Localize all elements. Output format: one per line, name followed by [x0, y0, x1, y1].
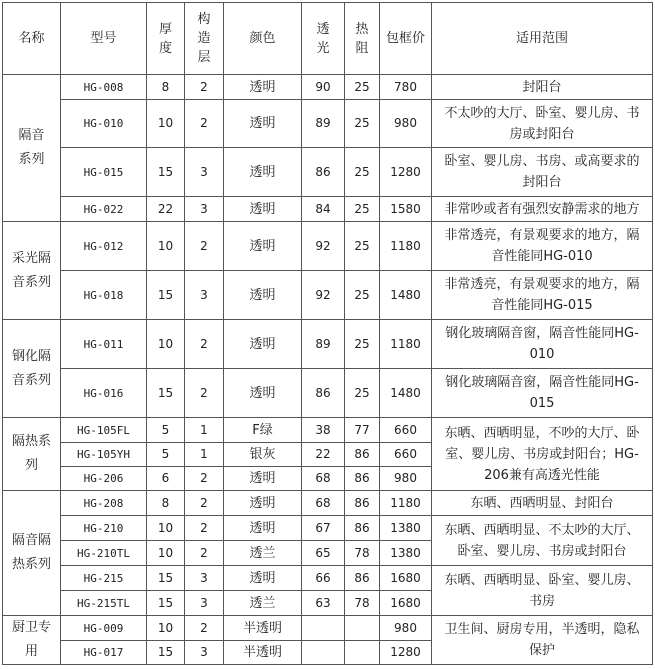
cell-thickness: 15: [147, 591, 185, 616]
cell-transmittance: 86: [302, 148, 345, 197]
table-row: [3, 516, 653, 541]
cell-color: F绿: [224, 418, 302, 443]
cell-price: 660: [380, 418, 432, 443]
cell-thickness: 8: [147, 75, 185, 100]
cell-layers: 3: [185, 641, 224, 665]
cell-color: 透明: [224, 197, 302, 222]
cell-price: 980: [380, 100, 432, 148]
cell-color: 透明: [224, 516, 302, 541]
cell-model: HG-022: [61, 197, 147, 222]
cell-heat-block: 25: [345, 320, 380, 369]
cell-price: 1380: [380, 541, 432, 566]
cell-color: 透明: [224, 100, 302, 148]
series-name: 钢化隔 音系列: [3, 320, 61, 418]
cell-price: 1580: [380, 197, 432, 222]
cell-price: 1480: [380, 271, 432, 320]
cell-color: 透明: [224, 491, 302, 516]
cell-model: HG-009: [61, 616, 147, 641]
cell-price: 1680: [380, 591, 432, 616]
cell-thickness: 15: [147, 641, 185, 665]
cell-price: 980: [380, 616, 432, 641]
header-layers: 构 造 层: [185, 3, 224, 75]
cell-model: HG-206: [61, 467, 147, 491]
usage-cell: 封阳台: [432, 75, 653, 100]
usage-cell: 东晒、西晒明显、不太吵的大厅、 卧室、婴儿房、书房或封阳台: [432, 516, 653, 566]
cell-heat-block: 25: [345, 75, 380, 100]
header-thickness: 厚 度: [147, 3, 185, 75]
header-name: 名称: [3, 3, 61, 75]
cell-transmittance: 92: [302, 271, 345, 320]
cell-model: HG-105FL: [61, 418, 147, 443]
table-row: [3, 100, 653, 148]
table-row: [3, 418, 653, 443]
usage-cell: 不太吵的大厅、卧室、婴儿房、书 房或封阳台: [432, 100, 653, 148]
cell-model: HG-016: [61, 369, 147, 418]
cell-heat-block: 86: [345, 443, 380, 467]
table-row: [3, 369, 653, 418]
usage-cell: 东晒、西晒明显、封阳台: [432, 491, 653, 516]
table-row: [3, 148, 653, 197]
cell-color: 透明: [224, 320, 302, 369]
cell-color: 透明: [224, 271, 302, 320]
table-row: [3, 75, 653, 100]
cell-thickness: 10: [147, 541, 185, 566]
cell-model: HG-010: [61, 100, 147, 148]
cell-transmittance: 63: [302, 591, 345, 616]
cell-heat-block: 86: [345, 516, 380, 541]
cell-transmittance: 38: [302, 418, 345, 443]
cell-layers: 2: [185, 516, 224, 541]
cell-transmittance: 66: [302, 566, 345, 591]
cell-color: 透兰: [224, 591, 302, 616]
cell-layers: 3: [185, 566, 224, 591]
cell-model: HG-011: [61, 320, 147, 369]
cell-model: HG-210TL: [61, 541, 147, 566]
cell-layers: 2: [185, 75, 224, 100]
cell-color: 透明: [224, 222, 302, 271]
cell-thickness: 22: [147, 197, 185, 222]
table-row: [3, 566, 653, 591]
usage-cell: 非常透亮，有景观要求的地方，隔 音性能同HG-015: [432, 271, 653, 320]
cell-transmittance: 86: [302, 369, 345, 418]
cell-transmittance: 89: [302, 100, 345, 148]
cell-color: 透明: [224, 369, 302, 418]
cell-thickness: 10: [147, 516, 185, 541]
cell-transmittance: 90: [302, 75, 345, 100]
cell-heat-block: 86: [345, 566, 380, 591]
cell-model: HG-008: [61, 75, 147, 100]
cell-price: 1680: [380, 566, 432, 591]
table-row: [3, 271, 653, 320]
cell-thickness: 5: [147, 443, 185, 467]
cell-price: 1480: [380, 369, 432, 418]
cell-layers: 2: [185, 369, 224, 418]
cell-model: HG-017: [61, 641, 147, 665]
usage-cell: 东晒、西晒明显，不吵的大厅、卧 室、婴儿房、书房或封阳台；HG- 206兼有高透光性能: [432, 418, 653, 491]
cell-heat-block: 77: [345, 418, 380, 443]
cell-layers: 3: [185, 148, 224, 197]
header-color: 颜色: [224, 3, 302, 75]
usage-cell: 非常透亮，有景观要求的地方，隔 音性能同HG-010: [432, 222, 653, 271]
cell-color: 透明: [224, 148, 302, 197]
cell-color: 银灰: [224, 443, 302, 467]
cell-transmittance: 92: [302, 222, 345, 271]
cell-thickness: 10: [147, 320, 185, 369]
usage-cell: 非常吵或者有强烈安静需求的地方: [432, 197, 653, 222]
header-usage: 适用范围: [432, 3, 653, 75]
cell-thickness: 5: [147, 418, 185, 443]
cell-thickness: 15: [147, 148, 185, 197]
cell-thickness: 10: [147, 222, 185, 271]
cell-price: 1180: [380, 491, 432, 516]
cell-model: HG-215: [61, 566, 147, 591]
cell-transmittance: 22: [302, 443, 345, 467]
cell-heat-block: 86: [345, 491, 380, 516]
cell-price: 1180: [380, 222, 432, 271]
cell-thickness: 8: [147, 491, 185, 516]
cell-thickness: 15: [147, 566, 185, 591]
cell-price: 780: [380, 75, 432, 100]
cell-thickness: 10: [147, 616, 185, 641]
cell-color: 半透明: [224, 616, 302, 641]
cell-transmittance: [302, 616, 345, 641]
cell-heat-block: 25: [345, 222, 380, 271]
cell-heat-block: 78: [345, 541, 380, 566]
cell-thickness: 10: [147, 100, 185, 148]
cell-layers: 2: [185, 616, 224, 641]
cell-layers: 2: [185, 491, 224, 516]
cell-heat-block: 25: [345, 148, 380, 197]
cell-layers: 2: [185, 541, 224, 566]
cell-thickness: 15: [147, 369, 185, 418]
usage-cell: 卧室、婴儿房、书房、或高要求的 封阳台: [432, 148, 653, 197]
cell-transmittance: 67: [302, 516, 345, 541]
cell-transmittance: 84: [302, 197, 345, 222]
series-name: 隔热系 列: [3, 418, 61, 491]
cell-layers: 2: [185, 320, 224, 369]
cell-layers: 1: [185, 418, 224, 443]
cell-heat-block: 86: [345, 467, 380, 491]
cell-model: HG-012: [61, 222, 147, 271]
glass-spec-table: [2, 2, 653, 665]
cell-model: HG-215TL: [61, 591, 147, 616]
cell-heat-block: 78: [345, 591, 380, 616]
cell-price: 1280: [380, 641, 432, 665]
series-name: 隔音隔 热系列: [3, 491, 61, 616]
cell-color: 透明: [224, 566, 302, 591]
cell-layers: 3: [185, 197, 224, 222]
series-name: 厨卫专 用: [3, 616, 61, 665]
header-row: [3, 3, 653, 75]
cell-color: 半透明: [224, 641, 302, 665]
cell-layers: 2: [185, 222, 224, 271]
cell-model: HG-018: [61, 271, 147, 320]
cell-transmittance: 68: [302, 491, 345, 516]
cell-layers: 3: [185, 591, 224, 616]
cell-model: HG-015: [61, 148, 147, 197]
series-name: 采光隔 音系列: [3, 222, 61, 320]
cell-thickness: 15: [147, 271, 185, 320]
cell-price: 1380: [380, 516, 432, 541]
cell-price: 660: [380, 443, 432, 467]
cell-transmittance: 68: [302, 467, 345, 491]
table-row: [3, 222, 653, 271]
cell-model: HG-105YH: [61, 443, 147, 467]
cell-heat-block: [345, 616, 380, 641]
table-row: [3, 197, 653, 222]
cell-transmittance: 65: [302, 541, 345, 566]
table-row: [3, 491, 653, 516]
cell-transmittance: 89: [302, 320, 345, 369]
cell-layers: 3: [185, 271, 224, 320]
cell-heat-block: 25: [345, 100, 380, 148]
cell-model: HG-210: [61, 516, 147, 541]
cell-color: 透明: [224, 467, 302, 491]
cell-heat-block: 25: [345, 271, 380, 320]
usage-cell: 卫生间、厨房专用，半透明，隐私 保护: [432, 616, 653, 665]
cell-heat-block: 25: [345, 197, 380, 222]
cell-color: 透明: [224, 75, 302, 100]
usage-cell: 东晒、西晒明显、卧室、婴儿房、 书房: [432, 566, 653, 616]
cell-heat-block: 25: [345, 369, 380, 418]
cell-thickness: 6: [147, 467, 185, 491]
table-row: [3, 320, 653, 369]
header-model: 型号: [61, 3, 147, 75]
header-heat-block: 热 阻: [345, 3, 380, 75]
usage-cell: 钢化玻璃隔音窗，隔音性能同HG- 010: [432, 320, 653, 369]
cell-heat-block: [345, 641, 380, 665]
cell-price: 1280: [380, 148, 432, 197]
series-name: 隔音 系列: [3, 75, 61, 222]
cell-transmittance: [302, 641, 345, 665]
cell-price: 980: [380, 467, 432, 491]
cell-layers: 1: [185, 443, 224, 467]
cell-price: 1180: [380, 320, 432, 369]
cell-layers: 2: [185, 467, 224, 491]
usage-cell: 钢化玻璃隔音窗，隔音性能同HG- 015: [432, 369, 653, 418]
cell-color: 透兰: [224, 541, 302, 566]
table-row: [3, 616, 653, 641]
header-transmittance: 透 光: [302, 3, 345, 75]
cell-layers: 2: [185, 100, 224, 148]
header-price: 包框价: [380, 3, 432, 75]
cell-model: HG-208: [61, 491, 147, 516]
